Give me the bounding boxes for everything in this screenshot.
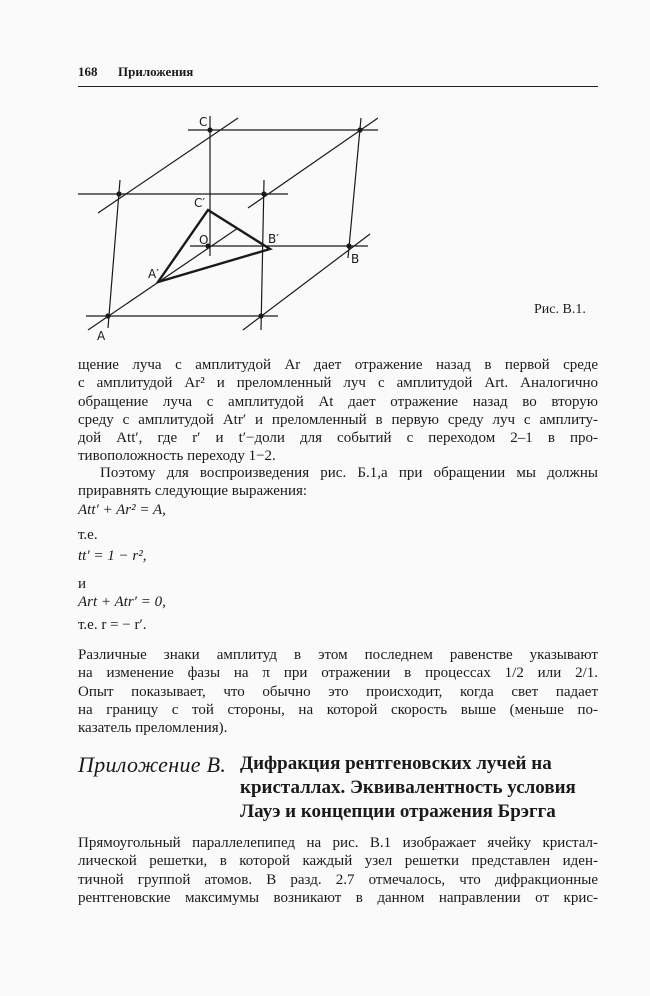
page-number: 168 bbox=[78, 64, 98, 79]
text-line: обращение луча с амплитудой At дает отражение назад во вторую bbox=[78, 393, 598, 410]
text-line: приравнять следующие выражения: bbox=[78, 483, 308, 500]
text-line: на границу с той стороны, на которой скорость выше (меньше по- bbox=[78, 701, 598, 718]
edge bbox=[88, 228, 238, 330]
section-title: Приложения bbox=[118, 64, 194, 79]
equation-2: tt′ = 1 − r², bbox=[78, 548, 147, 564]
label-B: B bbox=[351, 252, 360, 266]
figure-caption: Рис. В.1. bbox=[534, 302, 586, 317]
text-line: казатель преломления). bbox=[78, 720, 228, 737]
title-line: Дифракция рентгеновских лучей на bbox=[240, 753, 552, 774]
lattice-node bbox=[116, 191, 121, 196]
title-line: кристаллах. Эквивалентность условия bbox=[240, 777, 576, 798]
text-line: Поэтому для воспроизведения рис. Б.1,a при обращении мы должны bbox=[100, 465, 598, 481]
label-B-prime: B′ bbox=[268, 232, 279, 246]
lattice-node bbox=[261, 191, 266, 196]
paragraph-3 bbox=[78, 646, 598, 737]
equation-1: Att′ + Ar² = A, bbox=[78, 502, 166, 518]
paragraph-4 bbox=[78, 834, 598, 907]
text-line: тичной группой атомов. В разд. 2.7 отмечалось, что дифракционные bbox=[78, 871, 598, 888]
text-line: дой Att′, где r′ и t′−доли для событий с переходом 2–1 в про- bbox=[78, 430, 598, 447]
text-line: Опыт показывает, что обычно это происходит, когда свет падает bbox=[78, 683, 598, 700]
running-header bbox=[78, 64, 598, 87]
lattice-figure bbox=[78, 108, 378, 340]
label-C: C bbox=[199, 115, 208, 129]
text-line: Прямоугольный параллелепипед на рис. В.1 изображает ячейку кристал- bbox=[78, 835, 598, 851]
text-line: на изменение фазы на π при отражении в процессах 1/2 или 2/1. bbox=[78, 665, 598, 682]
text-line: с амплитудой Ar² и преломленный луч с амплитудой Art. Аналогично bbox=[78, 375, 598, 392]
text-line: рентгеновские максимумы возникают в данном направлении от крис- bbox=[78, 889, 598, 906]
te-label-1: т.е. bbox=[78, 527, 98, 543]
label-C-prime: C′ bbox=[194, 196, 206, 210]
text-line: лической решетки, в которой каждый узел решетки представлен иден- bbox=[78, 853, 598, 870]
appendix-title bbox=[240, 752, 600, 824]
equation-3: Art + Atr′ = 0, bbox=[78, 594, 166, 610]
paragraph-1 bbox=[78, 356, 598, 466]
label-O: O bbox=[199, 233, 209, 247]
text-line: среду с амплитудой Atr′ и преломленный в первую среду луч с амплиту- bbox=[78, 411, 598, 428]
lattice-node bbox=[357, 127, 362, 132]
label-A-prime: A′ bbox=[148, 267, 159, 281]
equation-4: т.е. r = − r′. bbox=[78, 617, 147, 633]
lattice-node bbox=[346, 243, 351, 248]
text-line: Различные знаки амплитуд в этом последнем равенстве указывают bbox=[78, 647, 598, 663]
lattice-node bbox=[207, 127, 212, 132]
edge bbox=[348, 118, 361, 258]
lattice-node bbox=[105, 313, 110, 318]
edge bbox=[261, 180, 264, 330]
paragraph-2 bbox=[78, 464, 598, 501]
text-line: тивоположность переходу 1−2. bbox=[78, 448, 276, 465]
title-line: Лауэ и концепции отражения Брэгга bbox=[240, 801, 556, 822]
label-A: A bbox=[97, 329, 106, 340]
text-line: щение луча с амплитудой Ar дает отражение назад в первой среде bbox=[78, 357, 598, 373]
and-label: и bbox=[78, 576, 87, 592]
lattice-node bbox=[258, 313, 263, 318]
appendix-label: Приложение В. bbox=[78, 752, 227, 777]
